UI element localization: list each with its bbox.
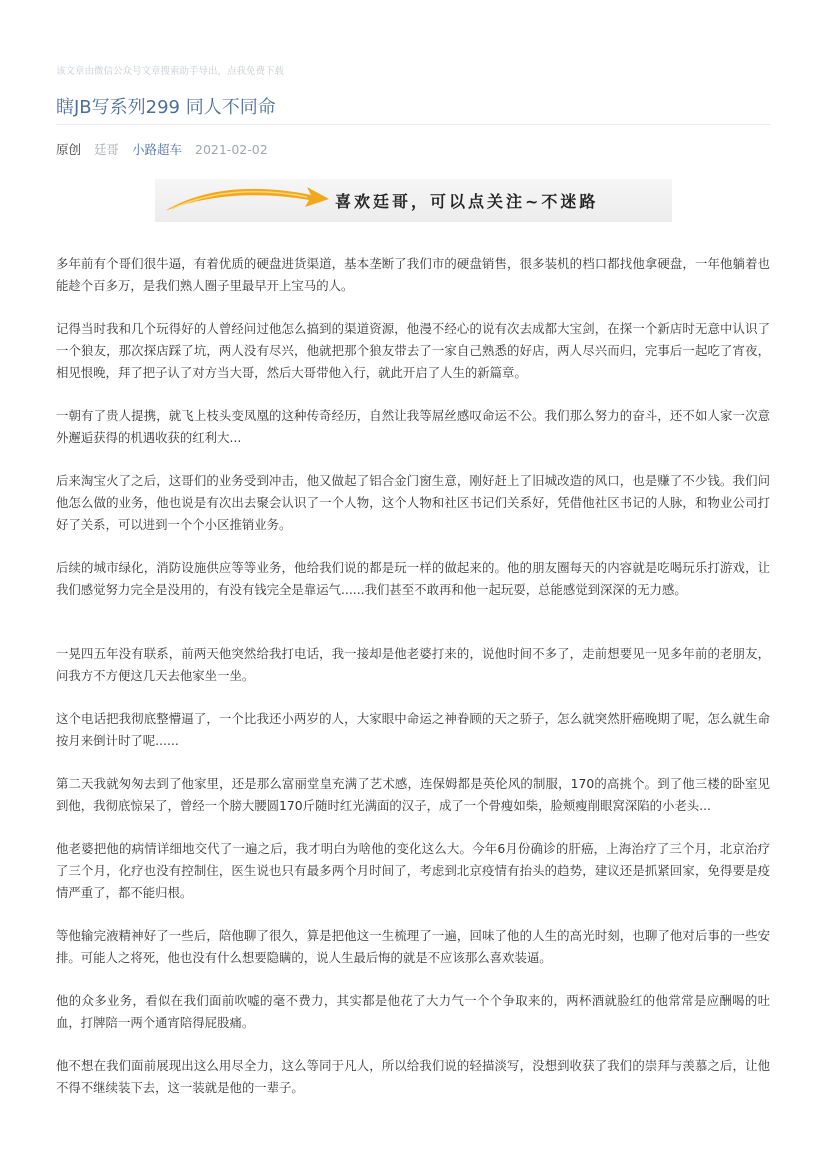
paragraph: 记得当时我和几个玩得好的人曾经问过他怎么搞到的渠道资源，他漫不经心的说有次去成都大宝剑，在探一个新店时无意中认识了一个狼友，那次探店踩了坑，两人没有尽兴，他就把那个狼友带去了一家自己熟悉的好店，两人尽兴而归，完事后一起吃了宵夜，相见恨晚，拜了把子认了对方当大哥，然后大哥带他入行，就此开启了人生的新篇章。 xyxy=(56,321,770,380)
paragraph: 后续的城市绿化，消防设施供应等等业务，他给我们说的都是玩一样的做起来的。他的朋友圈每天的内容就是吃喝玩乐打游戏，让我们感觉努力完全是没用的，有没有钱完全是靠运气......我们甚至不敢再和他一起玩耍，总能感觉到深深的无力感。 xyxy=(56,560,770,597)
paragraph: 这个电话把我彻底整懵逼了，一个比我还小两岁的人，大家眼中命运之神眷顾的天之骄子，怎么就突然肝癌晚期了呢，怎么就生命按月来倒计时了呢...... xyxy=(56,711,770,748)
banner-text: 喜欢廷哥，可以点关注~不迷路 xyxy=(335,192,599,211)
paragraph: 等他输完液精神好了一些后，陪他聊了很久，算是把他这一生梳理了一遍，回味了他的人生的高光时刻，也聊了他对后事的一些安排。可能人之将死，他也没有什么想要隐瞒的，说人生最后悔的就是不应该那么喜欢装逼。 xyxy=(56,928,770,965)
paragraph: 第二天我就匆匆去到了他家里，还是那么富丽堂皇充满了艺术感，连保姆都是英伦风的制服，170的高挑个。到了他三楼的卧室见到他，我彻底惊呆了，曾经一个膀大腰圆170斤随时红光满面的汉子，成了一个骨瘦如柴，脸颊瘦削眼窝深陷的小老头... xyxy=(56,776,770,813)
account-link[interactable]: 小路超车 xyxy=(132,142,183,157)
original-tag: 原创 xyxy=(56,142,82,157)
title-divider xyxy=(56,124,770,125)
paragraph: 他的众多业务，看似在我们面前吹嘘的毫不费力，其实都是他花了大力气一个个争取来的，两杯酒就脸红的他常常是应酬喝的吐血，打牌陪一两个通宵陪得屁股痛。 xyxy=(56,993,770,1030)
paragraph: 后来淘宝火了之后，这哥们的业务受到冲击，他又做起了铝合金门窗生意，刚好赶上了旧城改造的风口，也是赚了不少钱。我们问他怎么做的业务，他也说是有次出去聚会认识了一个人物，这个人物和社区书记们关系好，凭借他社区书记的人脉，和物业公司打好了关系，可以进到一个个小区推销业务。 xyxy=(56,473,770,532)
article-title: 瞎JB写系列299 同人不同命 xyxy=(56,97,276,118)
paragraph: 一朝有了贵人提携，就飞上枝头变凤凰的这种传奇经历，自然让我等屌丝感叹命运不公。我们那么努力的奋斗，还不如人家一次意外邂逅获得的机遇收获的红利大... xyxy=(56,408,770,445)
paragraph: 多年前有个哥们很牛逼，有着优质的硬盘进货渠道，基本垄断了我们市的硬盘销售，很多装机的档口都找他拿硬盘，一年他躺着也能趁个百多万，是我们熟人圈子里最早开上宝马的人。 xyxy=(56,256,770,293)
article-meta xyxy=(56,140,277,158)
paragraph: 他不想在我们面前展现出这么用尽全力，这么等同于凡人，所以给我们说的轻描淡写，没想到收获了我们的崇拜与羡慕之后，让他不得不继续装下去，这一装就是他的一辈子。 xyxy=(56,1058,770,1095)
follow-banner xyxy=(155,179,672,222)
export-notice-link[interactable]: 该文章由微信公众号文章搜索助手导出，点我免费下载 xyxy=(56,66,285,77)
arrow-icon xyxy=(161,181,331,221)
paragraph: 一晃四五年没有联系，前两天他突然给我打电话，我一接却是他老婆打来的，说他时间不多了，走前想要见一见多年前的老朋友，问我方不方便这几天去他家坐一坐。 xyxy=(56,646,770,683)
article-body xyxy=(56,253,770,1120)
publish-date: 2021-02-02 xyxy=(195,142,268,157)
paragraph: 他老婆把他的病情详细地交代了一遍之后，我才明白为啥他的变化这么大。今年6月份确诊的肝癌，上海治疗了三个月，北京治疗了三个月，化疗也没有控制住，医生说也只有最多两个月时间了，考虑到北京疫情有抬头的趋势，建议还是抓紧回家，免得要是疫情严重了，都不能归根。 xyxy=(56,841,770,900)
author-name: 廷哥 xyxy=(94,142,120,157)
